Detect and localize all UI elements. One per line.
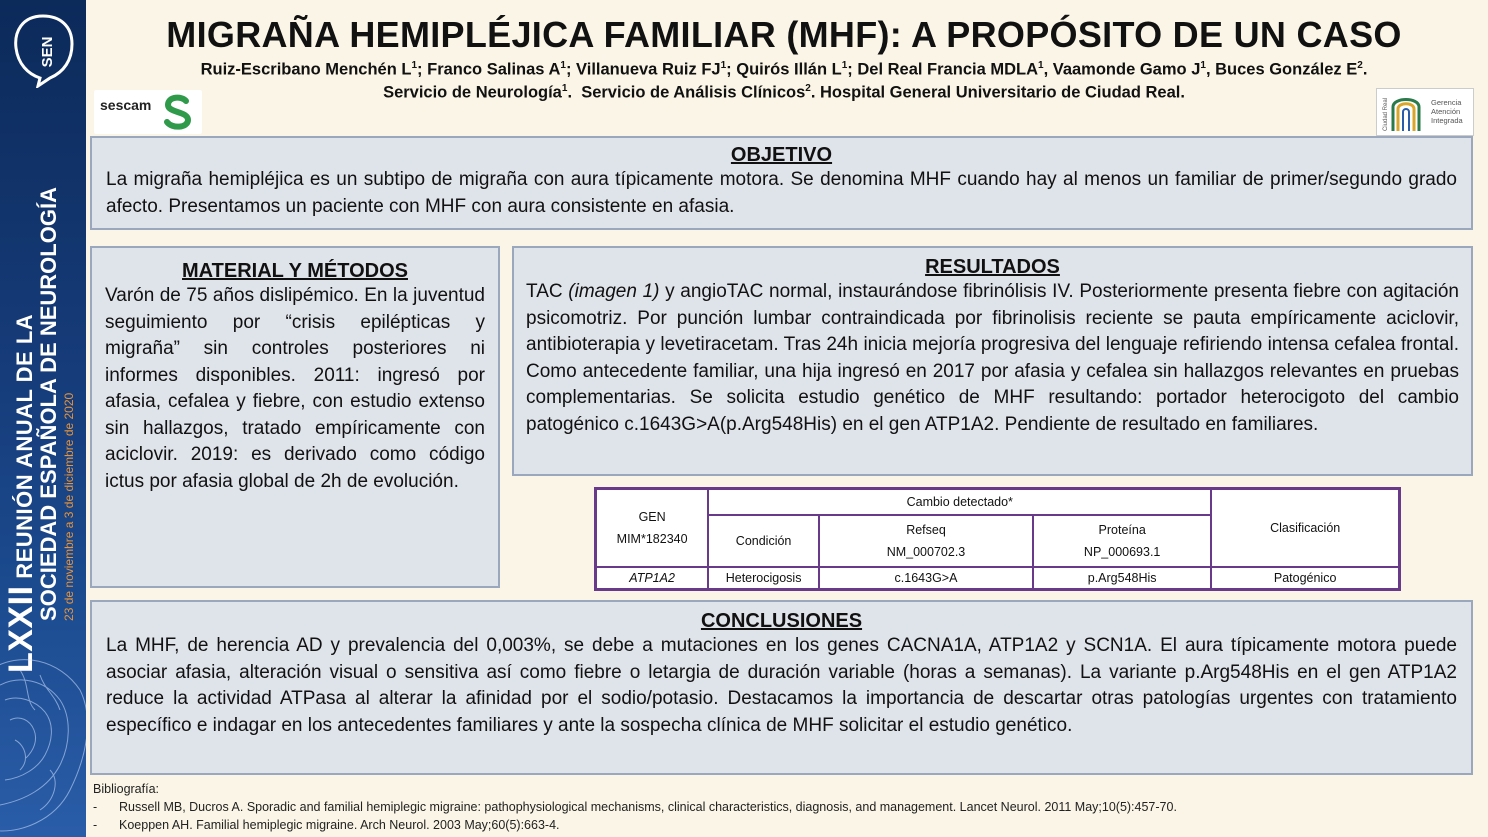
resultados-text-part: y angioTAC normal, instaurándose fibrinólisis IV. Posteriormente presenta fiebre con agitación psicomotriz. Por punción lumbar contraindicada por fibrinolisis reciente se pauta empíricamente aciclovir, antibioterapia y levetiracetam. Tras 24h inicia mejoría progresiva del lenguaje refiriendo intensa cefalea frontal. Como antecedente familiar, una hija ingresó en 2017 por afasia y cefalea sin hallazgos relevantes en pruebas complementarias. Se solicita estudio genético de MHF resultando: portador heterocigoto del cambio patogénico c.1643G>A(p.Arg548His) en el gen ATP1A2. Pendiente de resultado en familiares. [526, 281, 1459, 435]
bibliography [93, 780, 1177, 834]
proteina-id: NP_000693.1 [1083, 545, 1161, 560]
cambio-header: Cambio detectado* [708, 489, 1211, 516]
hospital-logo-line: Atención [1431, 107, 1461, 116]
gen-header-cell [596, 489, 709, 567]
refseq-header: Refseq [906, 523, 946, 538]
author-affiliation-sup: 1 [411, 60, 418, 71]
material-section [90, 246, 500, 588]
bibliography-item [93, 816, 1177, 834]
affiliations: Servicio de Neurología$^1$. Servicio de Análisis Clínicos$^2$. Hospital General Universitario de Ciudad Real. [383, 83, 1185, 102]
cell-gen-text: ATP1A2 [629, 570, 675, 585]
objetivo-text: La migraña hemipléjica es un subtipo de migraña con aura típicamente motora. Se denomina MHF cuando hay al menos un familiar de primer/segundo grado afecto. Presentamos un paciente con MHF con aura consistente en afasia. [106, 169, 1457, 217]
author-affiliation-sup: 1 [841, 60, 848, 71]
conclusiones-heading: CONCLUSIONES [700, 610, 863, 632]
congress-dates: 23 de noviembre a 3 de diciembre de 2020 [62, 392, 76, 621]
hospital-logo-line: Integrada [1431, 116, 1463, 125]
author-name: Vaamonde Gamo J [1052, 60, 1201, 79]
sescam-logo-text: sescam [100, 97, 152, 113]
author-separator: ; [726, 60, 737, 79]
resultados-section [512, 246, 1473, 476]
congress-roman-number: LXXII [2, 585, 40, 673]
conclusiones-section [90, 600, 1473, 775]
affiliation-neurology: Servicio de Neurología [383, 83, 562, 102]
congress-line-1: REUNIÓN ANUAL DE LA [12, 313, 37, 579]
gen-header: GEN [638, 509, 666, 524]
refseq-id: NM_000702.3 [886, 545, 966, 560]
author-separator: . [1362, 60, 1368, 79]
bibliography-item [93, 798, 1177, 816]
congress-vertical-title [2, 187, 77, 673]
author-affiliation-sup: 1 [1038, 60, 1044, 71]
author-list [96, 60, 1472, 80]
author-separator: ; [417, 60, 428, 79]
hospital-logo [1376, 88, 1474, 136]
conclusiones-text: La MHF, de herencia AD y prevalencia del 0,003%, se debe a mutaciones en los genes CACNA1A, ATP1A2 y SCN1A. El aura típicamente motora puede asociar afasia, alteración visual o sensitiva así como fiebre o letargia de duración variable (horas a semanas). La variante p.Arg548His en el gen ATP1A2 reduce la actividad ATPasa al alterar la afinidad por el sodio/potasio. Destacamos la importancia de descartar otras patologías urgentes con tratamiento específico e indagar en los antecedentes familiares y ante la sospecha clínica de MHF solicitar el estudio genético. [106, 635, 1457, 736]
author-affiliation-sup: 1 [560, 60, 566, 71]
affiliation-hospital: Hospital General Universitario de Ciudad Real. [820, 83, 1185, 102]
resultados-heading: RESULTADOS [925, 256, 1060, 278]
author-name: Buces González E [1215, 60, 1358, 79]
gen-mim: MIM*182340 [616, 531, 688, 546]
author-name: Franco Salinas A [427, 60, 561, 79]
author-name: Ruiz-Escribano Menchén L [200, 60, 412, 79]
condicion-header: Condición [708, 515, 819, 567]
affiliation-sup-2: 2 [805, 83, 811, 94]
refseq-header-cell [819, 515, 1033, 567]
sen-logo-icon [10, 12, 76, 88]
proteina-header: Proteína [1098, 523, 1146, 538]
author-separator: , [1205, 60, 1216, 79]
affiliation-sup-1: 1 [561, 83, 568, 94]
proteina-header-cell [1033, 515, 1211, 567]
table-row [596, 567, 1400, 590]
material-heading: MATERIAL Y MÉTODOS [182, 260, 408, 282]
author-affiliation-sup: 1 [720, 60, 727, 71]
bibliography-text: Russell MB, Ducros A. Sporadic and familial hemiplegic migraine: pathophysiological mechanisms, clinical characteristics, diagnosis, and management. Lancet Neurol. 2011 May;10(5):457-70. [119, 800, 1177, 814]
author-separator: ; [565, 60, 577, 79]
cell-clasificacion: Patogénico [1211, 567, 1399, 590]
cell-gen [596, 567, 709, 590]
author-name: Del Real Francia MDLA [857, 60, 1038, 79]
sescam-s-icon [160, 93, 196, 131]
brain-illustration-icon [0, 640, 86, 837]
clasificacion-header: Clasificación [1211, 489, 1399, 567]
sescam-logo [94, 90, 202, 134]
bibliography-text: Koeppen AH. Familial hemiplegic migraine. Arch Neurol. 2003 May;60(5):663-4. [119, 818, 560, 832]
author-name: Villanueva Ruiz FJ [576, 60, 721, 79]
sen-logo-text: SEN [39, 36, 56, 68]
author-name: Quirós Illán L [736, 60, 842, 79]
hospital-logo-text [1431, 98, 1463, 125]
affiliation-analysis: Servicio de Análisis Clínicos [581, 83, 806, 102]
hospital-logo-line: Gerencia [1431, 98, 1462, 107]
objetivo-heading: OBJETIVO [730, 144, 833, 166]
cell-refseq: c.1643G>A [819, 567, 1033, 590]
material-text: Varón de 75 años dislipémico. En la juventud seguimiento por “crisis epilépticas y migraña” sin controles posteriores ni informes disponibles. 2011: ingresó por afasia, cefalea y fiebre, con estudio extenso sin hallazgos, tratado empíricamente con aciclovir. 2019: es derivado como código ictus por afasia global de 2h de evolución. [105, 285, 485, 492]
author-affiliation-sup: 1 [1200, 60, 1206, 71]
objetivo-section [90, 136, 1473, 230]
author-separator: ; [847, 60, 858, 79]
hospital-logo-city: Ciudad Real [1383, 97, 1389, 131]
hospital-arch-icon [1379, 91, 1429, 133]
congress-line-2: SOCIEDAD ESPAÑOLA DE NEUROLOGÍA [36, 187, 61, 621]
sidebar-banner [0, 0, 86, 837]
bibliography-dash: - [93, 818, 98, 832]
bibliography-heading: Bibliografía: [93, 782, 160, 796]
resultados-text-part: TAC [526, 281, 569, 302]
author-affiliation-sup: 2 [1357, 60, 1363, 71]
poster-title: MIGRAÑA HEMIPLÉJICA FAMILIAR (MHF): A PROPÓSITO DE UN CASO [166, 14, 1402, 55]
resultados-text [526, 279, 1459, 438]
cell-proteina: p.Arg548His [1033, 567, 1211, 590]
author-separator: , [1043, 60, 1053, 79]
cell-condicion: Heterocigosis [708, 567, 819, 590]
resultados-text-italic: (imagen 1) [568, 281, 660, 302]
genetic-result-table [594, 487, 1401, 591]
bibliography-dash: - [93, 800, 98, 814]
